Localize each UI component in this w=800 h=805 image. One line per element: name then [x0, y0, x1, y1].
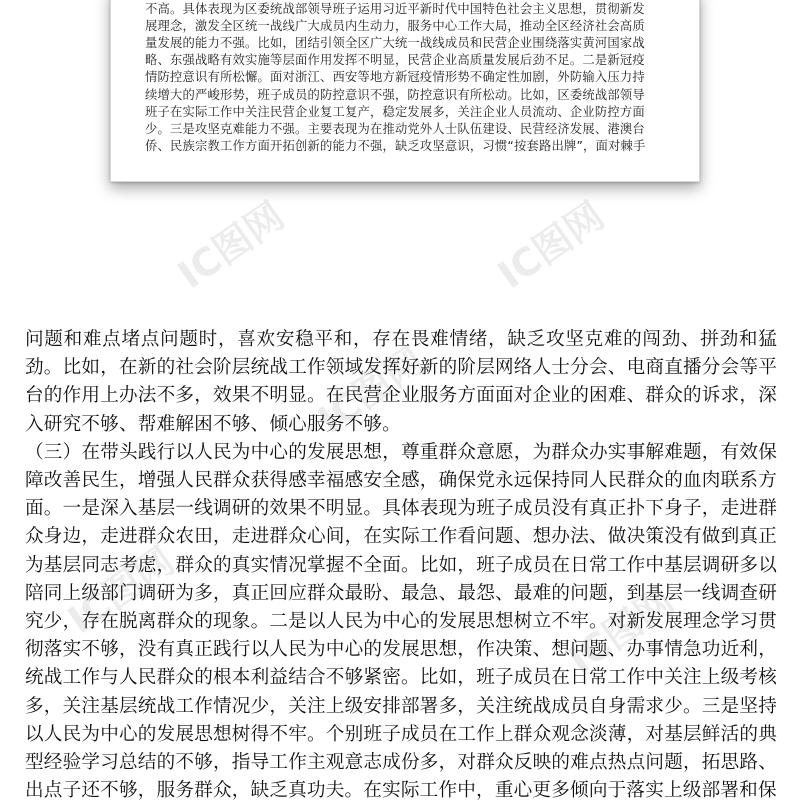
preview-line: 量发展的能力不强。比如，团结引领全区广大统一战线成员和民营企业围绕落实黄河国家战: [145, 36, 645, 51]
watermark: IC图网: [60, 538, 182, 643]
preview-line: 班子在实际工作中关注民营企业复工复产，稳定发展多，关注企业人员流动、企业防控方面: [145, 104, 645, 119]
document-preview-area: [0, 0, 800, 190]
preview-line: 续增大的严峻形势，班子成员的防控意识不强，防控意识有所松动。比如，区委统战部领导: [145, 87, 645, 102]
preview-line: 展理念，激发全区统一战线广大成员内生动力，服务中心工作大局，推动全区经济社会高质: [145, 19, 645, 34]
preview-line: 少。三是攻坚克难能力不强。主要表现为在推动党外人士队伍建设、民营经济发展、港澳台: [145, 121, 645, 136]
watermark: IC图网: [310, 338, 432, 443]
watermark: IC图网: [490, 193, 612, 298]
document-preview-card: [110, 0, 700, 182]
preview-line: 侨、民族宗教工作方面开拓创新的能力不强，缺乏攻坚意识，习惯“按套路出牌”，面对棘手: [145, 138, 646, 153]
document-body: [25, 326, 777, 805]
watermark: IC图网: [560, 578, 682, 683]
body-paragraph: （三）在带头践行以人民为中心的发展思想，尊重群众意愿，为群众办实事解难题，有效保障改善民生，增强人民群众获得感幸福感安全感，确保党永远保持同人民群众的血肉联系方面。一是深入基层一线调研的效果不明显。具体表现为班子成员没有真正扑下身子，走进群众身边，走进群众农田，走进群众心间，在实际工作看问题、想办法、做决策没有做到真正为基层同志考虑，群众的真实情况掌握不全面。比如，班子成员在日常工作中基层调研多以陪同上级部门调研为多，真正回应群众最盼、最急、最怨、最难的问题，到基层一线调查研究少，存在脱离群众的现象。二是以人民为中心的发展思想树立不牢。对新发展理念学习贯彻落实不够，没有真正践行以人民为中心的发展思想，作决策、想问题、办事情急功近利，统战工作与人民群众的根本利益结合不够紧密。比如，班子成员在日常工作中关注上级考核多，关注基层统战工作情况少，关注上级安排部署多，关注统战成员自身需求少。三是坚持以人民为中心的发展思想树得不牢。个别班子成员在工作上群众观念淡薄，对基层鲜活的典型经验学习总结的不够，指导工作主观意志成份多，对群众反映的难点热点问题，拓思路、出点子还不够，服务群众，缺乏真功夫。在实际工作中，重心更多倾向于落实上级部署和保: [25, 441, 777, 802]
preview-line: 略、东强战略有效实施等层面作用发挥不明显，民营企业高质量发展后劲不足。二是新冠疫: [145, 53, 645, 68]
watermark: IC图网: [170, 193, 292, 298]
preview-text: [145, 0, 667, 155]
body-paragraph: 问题和难点堵点问题时，喜欢安稳平和，存在畏难情绪，缺乏攻坚克难的闯劲、拼劲和猛劲。比如，在新的社会阶层统战工作领域发挥好新的阶层网络人士分会、电商直播分会等平台的作用上办法不多，效果不明显。在民营企业服务方面面对企业的困难、群众的诉求，深入研究不够、帮难解困不够、倾心服务不够。: [25, 329, 777, 435]
preview-line: 情防控意识有所松懈。面对浙江、西安等地方新冠疫情形势不确定性加剧，外防输入压力持: [145, 70, 645, 85]
preview-line: 不高。具体表现为区委统战部领导班子运用习近平新时代中国特色社会主义思想，贯彻新发: [145, 2, 645, 17]
